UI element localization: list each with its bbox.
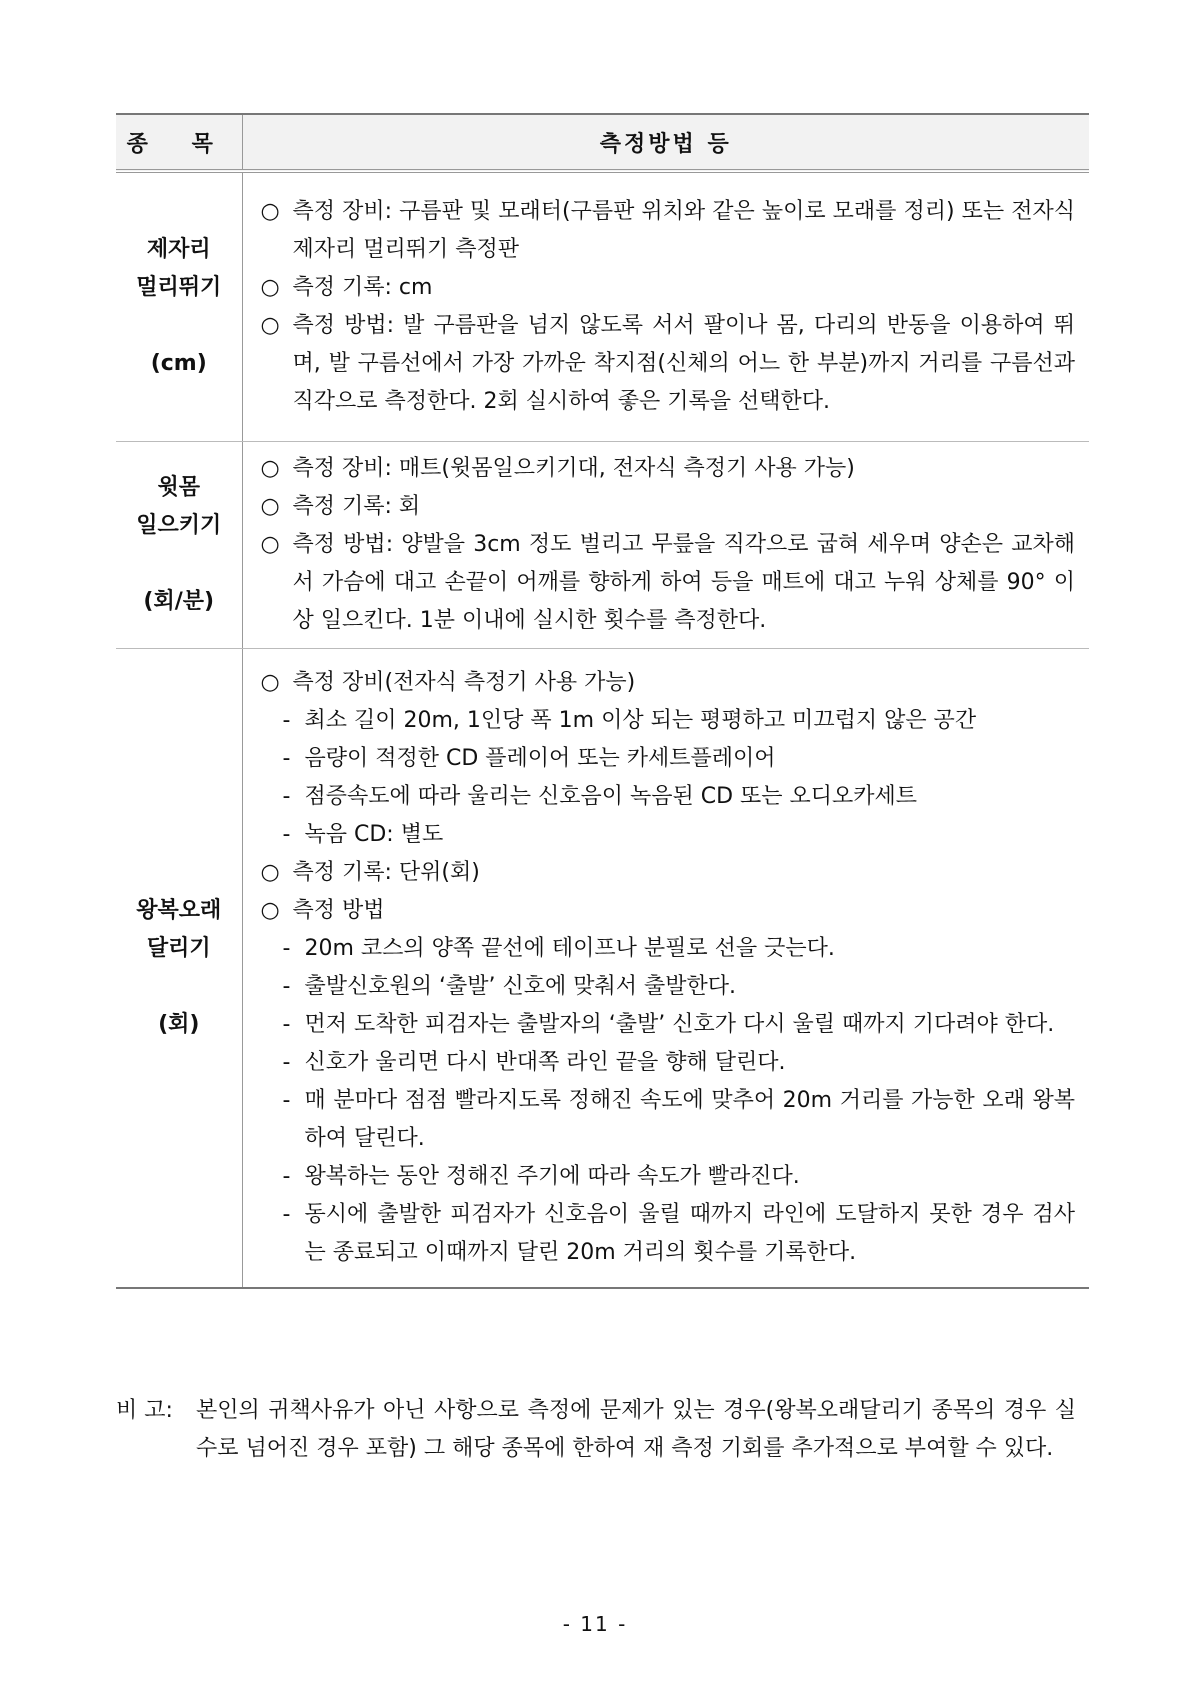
item-text: 측정 기록: 단위(회) [292, 859, 480, 885]
item-text: 측정 장비(전자식 측정기 사용 가능) [292, 669, 636, 695]
item-text: 녹음 CD: 별도 [304, 821, 444, 847]
bullet-item [261, 892, 1076, 930]
item-text: 동시에 출발한 피검자가 신호음이 울릴 때까지 라인에 도달하지 못한 경우 검사는 종료되고 이때까지 달린 20m 거리의 횟수를 기록한다. [304, 1201, 1075, 1265]
sub-item [261, 778, 1076, 816]
sub-item [261, 1082, 1076, 1158]
circle-bullet-icon: ○ [260, 274, 280, 300]
dash-marker: - [282, 1087, 291, 1113]
sub-item [261, 968, 1076, 1006]
item-text: 측정 방법: 양발을 3cm 정도 벌리고 무릎을 직각으로 굽혀 세우며 양손은 교차해서 가슴에 대고 손끝이 어깨를 향하게 하여 등을 매트에 대고 누워 상체를 90° 이상 일으킨다. 1분 이내에 실시한 횟수를 측정한다. [292, 531, 1075, 633]
table-row [116, 441, 1089, 648]
table-header-row [116, 114, 1089, 171]
event-unit: (cm) [150, 350, 207, 376]
event-name-cell [116, 648, 242, 1288]
bullet-item [261, 854, 1076, 892]
remarks-text: 본인의 귀책사유가 아닌 사항으로 측정에 문제가 있는 경우(왕복오래달리기 종목의 경우 실수로 넘어진 경우 포함) 그 해당 종목에 한하여 재 측정 기회를 추가적으로 부여할 수 있다. [196, 1398, 1076, 1461]
bullet-item [261, 664, 1076, 702]
item-text: 음량이 적정한 CD 플레이어 또는 카세트플레이어 [304, 745, 776, 771]
circle-bullet-icon: ○ [260, 897, 280, 923]
measurement-table [116, 113, 1089, 1289]
sub-item [261, 702, 1076, 740]
dash-marker: - [282, 1011, 291, 1037]
circle-bullet-icon: ○ [260, 455, 280, 481]
item-text: 최소 길이 20m, 1인당 폭 1m 이상 되는 평평하고 미끄럽지 않은 공간 [304, 707, 977, 733]
item-text: 20m 코스의 양쪽 끝선에 테이프나 분필로 선을 긋는다. [304, 935, 835, 961]
sub-item [261, 816, 1076, 854]
dash-marker: - [282, 821, 291, 847]
item-text: 출발신호원의 ‘출발’ 신호에 맞춰서 출발한다. [304, 973, 736, 999]
header-method: 측정방법 등 [242, 114, 1089, 171]
dash-marker: - [282, 1049, 291, 1075]
sub-item [261, 1006, 1076, 1044]
event-name-line: 달리기 [146, 935, 211, 961]
table-row [116, 648, 1089, 1288]
dash-marker: - [282, 783, 291, 809]
item-text: 점증속도에 따라 울리는 신호음이 녹음된 CD 또는 오디오카세트 [304, 783, 918, 809]
item-text: 측정 기록: 회 [292, 493, 421, 519]
item-text: 측정 장비: 매트(윗몸일으키기대, 전자식 측정기 사용 가능) [292, 455, 855, 481]
item-text: 측정 장비: 구름판 및 모래터(구름판 위치와 같은 높이로 모래를 정리) 또는 전자식 제자리 멀리뛰기 측정판 [292, 198, 1075, 262]
circle-bullet-icon: ○ [260, 859, 280, 885]
item-text: 왕복하는 동안 정해진 주기에 따라 속도가 빨라진다. [304, 1163, 800, 1189]
circle-bullet-icon: ○ [260, 669, 280, 695]
item-text: 측정 방법: 발 구름판을 넘지 않도록 서서 팔이나 몸, 다리의 반동을 이용하여 뛰며, 발 구름선에서 가장 가까운 착지점(신체의 어느 한 부분)까지 거리를 구름선과 직각으로 측정한다. 2회 실시하여 좋은 기록을 선택한다. [292, 312, 1075, 414]
bullet-item [261, 193, 1076, 269]
header-event: 종 목 [116, 114, 242, 171]
remarks-note [116, 1392, 1076, 1468]
table-row [116, 171, 1089, 441]
remarks-label: 비 고: [116, 1398, 173, 1423]
event-unit: (회/분) [143, 588, 215, 614]
sub-item [261, 1044, 1076, 1082]
event-name-line: 제자리 [146, 236, 211, 262]
bullet-item [261, 526, 1076, 640]
dash-marker: - [282, 707, 291, 733]
dash-marker: - [282, 1201, 291, 1227]
event-name-line: 멀리뛰기 [136, 274, 222, 300]
event-name-cell [116, 441, 242, 648]
item-text: 측정 기록: cm [292, 274, 433, 300]
method-cell [242, 441, 1089, 648]
circle-bullet-icon: ○ [260, 312, 280, 338]
page-number: - 11 - [562, 1612, 628, 1636]
event-unit: (회) [158, 1011, 200, 1037]
bullet-item [261, 307, 1076, 421]
dash-marker: - [282, 935, 291, 961]
circle-bullet-icon: ○ [260, 198, 280, 224]
sub-item [261, 930, 1076, 968]
method-cell [242, 648, 1089, 1288]
circle-bullet-icon: ○ [260, 493, 280, 519]
event-name-line: 왕복오래 [136, 897, 222, 923]
dash-marker: - [282, 745, 291, 771]
bullet-item [261, 450, 1076, 488]
circle-bullet-icon: ○ [260, 531, 280, 557]
item-text: 매 분마다 점점 빨라지도록 정해진 속도에 맞추어 20m 거리를 가능한 오래 왕복하여 달린다. [304, 1087, 1075, 1151]
sub-item [261, 740, 1076, 778]
bullet-item [261, 269, 1076, 307]
event-name-line: 윗몸 [157, 474, 200, 500]
item-text: 신호가 울리면 다시 반대쪽 라인 끝을 향해 달린다. [304, 1049, 786, 1075]
method-cell [242, 171, 1089, 441]
sub-item [261, 1158, 1076, 1196]
dash-marker: - [282, 973, 291, 999]
dash-marker: - [282, 1163, 291, 1189]
bullet-item [261, 488, 1076, 526]
event-name-cell [116, 171, 242, 441]
event-name-line: 일으키기 [136, 512, 222, 538]
item-text: 먼저 도착한 피검자는 출발자의 ‘출발’ 신호가 다시 울릴 때까지 기다려야 한다. [304, 1011, 1055, 1037]
item-text: 측정 방법 [292, 897, 385, 923]
sub-item [261, 1196, 1076, 1272]
